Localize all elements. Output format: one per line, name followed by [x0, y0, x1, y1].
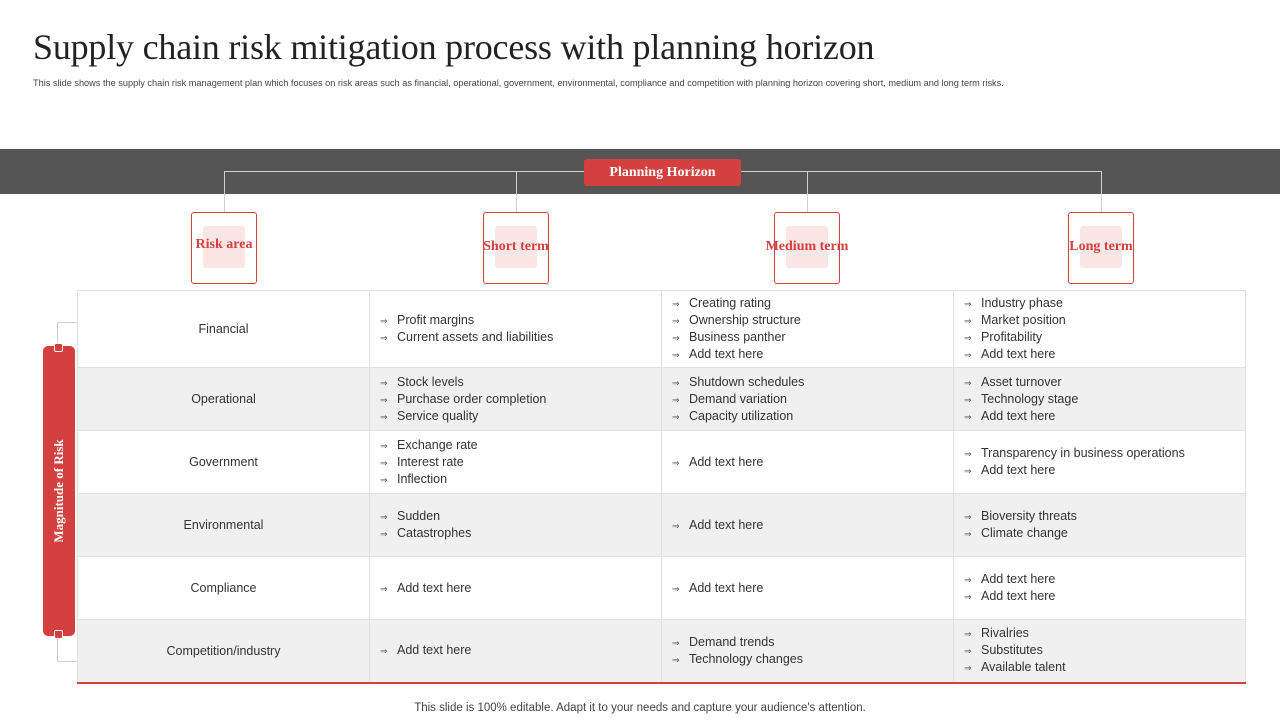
list-item-text: Industry phase — [981, 296, 1063, 310]
list-item — [964, 642, 1245, 659]
long-term-cell — [954, 620, 1246, 683]
list-item-text: Sudden — [397, 509, 441, 523]
arrow-right-icon: ⇒ — [380, 474, 388, 485]
list-item-text: Demand variation — [689, 391, 787, 406]
arrow-right-icon: ⇒ — [964, 466, 972, 476]
list-item — [672, 295, 953, 312]
list-item-text: Service quality — [397, 408, 479, 423]
list-item — [672, 580, 953, 597]
list-item — [964, 508, 1245, 525]
arrow-right-icon: ⇒ — [380, 512, 388, 522]
arrow-right-icon: ⇒ — [672, 583, 680, 594]
list-item-text: Catastrophes — [397, 526, 472, 540]
short-term-list — [370, 312, 661, 346]
list-item — [964, 462, 1245, 479]
list-item — [672, 312, 953, 329]
list-item — [964, 374, 1245, 391]
arrow-right-icon: ⇒ — [964, 575, 972, 585]
connector-short-term — [516, 171, 517, 212]
arrow-right-icon: ⇒ — [672, 299, 680, 309]
arrow-right-icon: ⇒ — [964, 512, 972, 522]
list-item-text: Shutdown schedules — [689, 374, 805, 389]
column-header-medium-term — [765, 212, 849, 284]
arrow-right-icon: ⇒ — [380, 377, 388, 388]
arrow-right-icon: ⇒ — [672, 457, 680, 468]
arrow-right-icon: ⇒ — [380, 457, 388, 468]
list-item — [964, 525, 1245, 542]
list-item — [380, 374, 661, 391]
list-item — [672, 408, 953, 425]
planning-horizon-label: Planning Horizon — [584, 159, 741, 186]
risk-area-cell: Competition/industry — [78, 620, 370, 683]
list-item-text: Climate change — [981, 526, 1068, 540]
arrow-right-icon: ⇒ — [964, 629, 972, 640]
risk-area-cell: Operational — [78, 368, 370, 431]
long-term-list — [954, 508, 1245, 542]
table-row — [78, 431, 1246, 494]
arrow-right-icon: ⇒ — [380, 646, 388, 657]
long-term-cell — [954, 431, 1246, 494]
list-item — [380, 454, 661, 471]
short-term-cell — [370, 620, 662, 683]
list-item — [672, 346, 953, 363]
list-item-text: Exchange rate — [397, 437, 478, 452]
side-bar-top-dot — [54, 343, 63, 352]
list-item — [380, 471, 661, 488]
medium-term-cell — [662, 368, 954, 431]
list-item — [672, 651, 953, 668]
side-bracket-bottom — [57, 636, 58, 662]
list-item-text: Purchase order completion — [397, 391, 547, 406]
list-item-text: Add text here — [689, 347, 764, 361]
table-row — [78, 291, 1246, 368]
list-item — [672, 454, 953, 471]
list-item-text: Ownership structure — [689, 313, 801, 327]
arrow-right-icon: ⇒ — [964, 529, 972, 539]
arrow-right-icon: ⇒ — [672, 520, 680, 531]
list-item — [672, 374, 953, 391]
arrow-right-icon: ⇒ — [380, 529, 388, 539]
arrow-right-icon: ⇒ — [672, 316, 680, 326]
arrow-right-icon: ⇒ — [964, 316, 972, 326]
column-header-label: Long term — [1069, 239, 1133, 254]
list-item-text: Market position — [981, 313, 1066, 327]
column-header-label: Short term — [483, 239, 549, 254]
arrow-right-icon: ⇒ — [672, 377, 680, 388]
list-item — [964, 445, 1245, 462]
list-item — [672, 329, 953, 346]
arrow-right-icon: ⇒ — [380, 316, 388, 326]
list-item — [964, 408, 1245, 425]
list-item-text: Technology changes — [689, 651, 803, 666]
list-item-text: Demand trends — [689, 634, 775, 649]
magnitude-of-risk-label: Magnitude of Risk — [51, 439, 66, 543]
list-item — [380, 642, 661, 659]
list-item — [964, 346, 1245, 363]
list-item — [380, 580, 661, 597]
page-title: Supply chain risk mitigation process with planning horizon — [33, 27, 875, 67]
connector-risk-area — [224, 171, 225, 212]
long-term-list — [954, 571, 1245, 605]
arrow-right-icon: ⇒ — [964, 394, 972, 405]
long-term-list — [954, 625, 1245, 676]
medium-term-list — [662, 634, 953, 668]
list-item — [964, 312, 1245, 329]
arrow-right-icon: ⇒ — [964, 449, 972, 459]
list-item — [672, 517, 953, 534]
list-item — [672, 634, 953, 651]
arrow-right-icon: ⇒ — [380, 333, 388, 343]
medium-term-cell — [662, 620, 954, 683]
arrow-right-icon: ⇒ — [672, 394, 680, 405]
arrow-right-icon: ⇒ — [380, 394, 388, 405]
list-item — [380, 408, 661, 425]
arrow-right-icon: ⇒ — [964, 333, 972, 343]
list-item-text: Asset turnover — [981, 374, 1062, 389]
list-item-text: Add text here — [981, 572, 1056, 586]
medium-term-cell — [662, 431, 954, 494]
arrow-right-icon: ⇒ — [380, 440, 388, 451]
list-item — [964, 571, 1245, 588]
long-term-list — [954, 445, 1245, 479]
medium-term-list — [662, 517, 953, 534]
list-item-text: Add text here — [689, 454, 764, 469]
list-item-text: Capacity utilization — [689, 408, 794, 423]
long-term-cell — [954, 368, 1246, 431]
list-item — [380, 437, 661, 454]
medium-term-list — [662, 374, 953, 425]
risk-table-body — [78, 291, 1246, 683]
long-term-list — [954, 374, 1245, 425]
page-subtitle: This slide shows the supply chain risk management plan which focuses on risk areas such as financial, operational, government, environmental, compliance and competition with planning horizon covering short, medium and long term risks. — [33, 78, 1004, 88]
arrow-right-icon: ⇒ — [672, 637, 680, 648]
list-item-text: Bioversity threats — [981, 509, 1077, 523]
list-item — [380, 525, 661, 542]
list-item-text: Business panther — [689, 330, 786, 344]
list-item-text: Available talent — [981, 660, 1066, 675]
short-term-list — [370, 580, 661, 597]
list-item-text: Inflection — [397, 471, 448, 486]
medium-term-cell — [662, 291, 954, 368]
medium-term-list — [662, 454, 953, 471]
list-item-text: Add text here — [981, 408, 1056, 423]
table-row — [78, 494, 1246, 557]
short-term-cell — [370, 291, 662, 368]
list-item — [964, 625, 1245, 642]
short-term-list — [370, 642, 661, 659]
arrow-right-icon: ⇒ — [380, 583, 388, 594]
column-header-label: Risk area — [195, 237, 253, 252]
short-term-list — [370, 437, 661, 488]
short-term-cell — [370, 494, 662, 557]
list-item-text: Add text here — [397, 643, 472, 658]
arrow-right-icon: ⇒ — [672, 333, 680, 343]
long-term-cell — [954, 291, 1246, 368]
table-row — [78, 368, 1246, 431]
side-bar-bottom-dot — [54, 630, 63, 639]
arrow-right-icon: ⇒ — [964, 592, 972, 602]
table-row — [78, 557, 1246, 620]
column-header-long-term — [1068, 212, 1134, 284]
medium-term-cell — [662, 494, 954, 557]
list-item-text: Add text here — [981, 589, 1056, 603]
list-item-text: Technology stage — [981, 391, 1079, 406]
list-item-text: Current assets and liabilities — [397, 330, 554, 344]
short-term-list — [370, 374, 661, 425]
short-term-cell — [370, 368, 662, 431]
list-item — [380, 391, 661, 408]
magnitude-of-risk-bar — [43, 346, 75, 636]
list-item-text: Profitability — [981, 330, 1043, 344]
list-item-text: Substitutes — [981, 643, 1043, 658]
arrow-right-icon: ⇒ — [964, 377, 972, 388]
list-item-text: Add text here — [981, 463, 1056, 477]
arrow-right-icon: ⇒ — [964, 411, 972, 422]
risk-area-cell: Financial — [78, 291, 370, 368]
arrow-right-icon: ⇒ — [964, 350, 972, 360]
long-term-cell — [954, 494, 1246, 557]
list-item-text: Transparency in business operations — [981, 446, 1185, 460]
list-item-text: Profit margins — [397, 313, 475, 327]
arrow-right-icon: ⇒ — [380, 411, 388, 422]
list-item-text: Creating rating — [689, 296, 771, 310]
list-item — [380, 508, 661, 525]
side-bracket-top-h — [57, 322, 77, 323]
list-item-text: Interest rate — [397, 454, 464, 469]
list-item — [964, 659, 1245, 676]
list-item-text: Add text here — [981, 347, 1056, 361]
column-header-short-term — [483, 212, 549, 284]
list-item — [964, 295, 1245, 312]
list-item-text: Add text here — [397, 580, 472, 595]
footer-note: This slide is 100% editable. Adapt it to your needs and capture your audience's attention. — [414, 702, 866, 714]
list-item-text: Stock levels — [397, 374, 464, 389]
list-item-text: Rivalries — [981, 626, 1029, 641]
long-term-cell — [954, 557, 1246, 620]
medium-term-list — [662, 580, 953, 597]
risk-area-cell: Compliance — [78, 557, 370, 620]
table-row — [78, 620, 1246, 683]
short-term-list — [370, 508, 661, 542]
arrow-right-icon: ⇒ — [672, 654, 680, 665]
arrow-right-icon: ⇒ — [672, 411, 680, 422]
risk-area-cell: Government — [78, 431, 370, 494]
connector-medium-term — [807, 171, 808, 212]
risk-table — [77, 290, 1246, 684]
list-item — [964, 588, 1245, 605]
arrow-right-icon: ⇒ — [964, 663, 972, 674]
list-item — [380, 312, 661, 329]
side-bracket-bottom-h — [57, 661, 77, 662]
long-term-list — [954, 295, 1245, 363]
connector-long-term — [1101, 171, 1102, 212]
arrow-right-icon: ⇒ — [964, 299, 972, 309]
arrow-right-icon: ⇒ — [672, 350, 680, 360]
list-item — [380, 329, 661, 346]
arrow-right-icon: ⇒ — [964, 646, 972, 657]
list-item — [672, 391, 953, 408]
column-header-label: Medium term — [765, 239, 849, 254]
short-term-cell — [370, 557, 662, 620]
medium-term-cell — [662, 557, 954, 620]
risk-area-cell: Environmental — [78, 494, 370, 557]
list-item — [964, 329, 1245, 346]
list-item-text: Add text here — [689, 517, 764, 532]
medium-term-list — [662, 295, 953, 363]
list-item-text: Add text here — [689, 580, 764, 595]
column-header-risk-area — [191, 212, 257, 284]
list-item — [964, 391, 1245, 408]
short-term-cell — [370, 431, 662, 494]
